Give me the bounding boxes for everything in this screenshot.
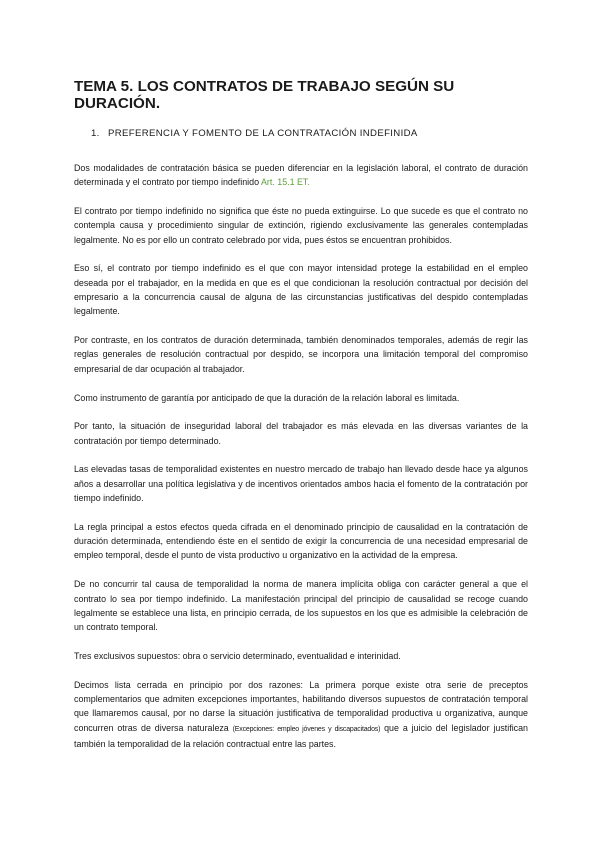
legal-reference-link[interactable]: Art. 15.1 ET. [261,177,310,188]
paragraph-7: Las elevadas tasas de temporalidad existentes en nuestro mercado de trabajo han llevado desde hace ya algunos años a desarrollar una política legislativa y de incentivos orientados ambos hacia el fomento de la contratación por tiempo indefinido. [74,464,528,504]
paragraph-2: El contrato por tiempo indefinido no significa que éste no pueda extinguirse. Lo que sucede es que el contrato no contempla causa y procedimiento singular de extinción, rigiendo exclusivamente las generales contempladas legalmente. No es por ello un contrato celebrado por vida, pues éstos se encuentran prohibidos. [74,206,528,245]
page-title: TEMA 5. LOS CONTRATOS DE TRABAJO SEGÚN SU DURACIÓN. [74,78,455,112]
paragraph-8: La regla principal a estos efectos queda cifrada en el denominado principio de causalidad en la contratación de duración determinada, entendiendo éste en el sentido de exigir la concurrencia de una necesidad empresarial de empleo temporal, desde el punto de vista productivo u organizativo en la actividad de la empresa. [74,521,528,561]
paragraph-5: Como instrumento de garantía por anticipado de que la duración de la relación laboral es limitada. [74,392,460,403]
paragraph-1 [74,161,528,190]
paragraph-4: Por contraste, en los contratos de duración determinada, también denominados temporales, además de regir las reglas generales de resolución contractual por despido, se incorpora una limitación temporal del compromiso empresarial de dar ocupación al trabajador. [74,335,528,374]
paragraph-11-text-b: que a juicio del legislador justifican también la temporalidad de la relación contractual entre las partes. [74,722,528,749]
paragraph-11-note: (Excepciones: empleo jóvenes y discapacitados) [232,725,381,733]
paragraph-9: De no concurrir tal causa de temporalidad la norma de manera implícita obliga con carácter general a que el contrato lo sea por tiempo indefinido. La manifestación principal del principio de causalidad se recoge cuando legalmente se establece una lista, en principio cerrada, de los supuestos en los que es admisible la celebración de un contrato temporal. [74,579,528,633]
paragraph-1-text: Dos modalidades de contratación básica se pueden diferenciar en la legislación laboral, el contrato de duración determinada y el contrato por tiempo indefinido [74,163,528,188]
section-heading [91,128,528,139]
section-number: 1. [91,128,100,139]
paragraph-11 [74,678,528,751]
paragraph-6: Por tanto, la situación de inseguridad laboral del trabajador es más elevada en las diversas variantes de la contratación por tiempo determinado. [74,421,528,446]
document-page [74,78,528,766]
paragraph-3: Eso sí, el contrato por tiempo indefinido es el que con mayor intensidad protege la estabilidad en el empleo deseada por el trabajador, en la medida en que es el que condicionan la resolución contractual por decisión del empresario a la concurrencia causal de alguna de las circunstancias justificativas del despido contempladas legalmente. [74,263,528,317]
section-title: PREFERENCIA Y FOMENTO DE LA CONTRATACIÓN INDEFINIDA [108,128,418,139]
paragraph-10: Tres exclusivos supuestos: obra o servicio determinado, eventualidad e interinidad. [74,650,401,661]
paragraph-11-text-a: Decimos lista cerrada en principio por dos razones: La primera porque existe otra serie de preceptos complementarios que admiten excepciones importantes, habilitando diversos supuestos de contratación temporal que llamaremos causal, por no darse la situación justificativa de temporalidad productiva u organizativa, aunque concurren otras de diversa naturaleza [74,679,528,733]
